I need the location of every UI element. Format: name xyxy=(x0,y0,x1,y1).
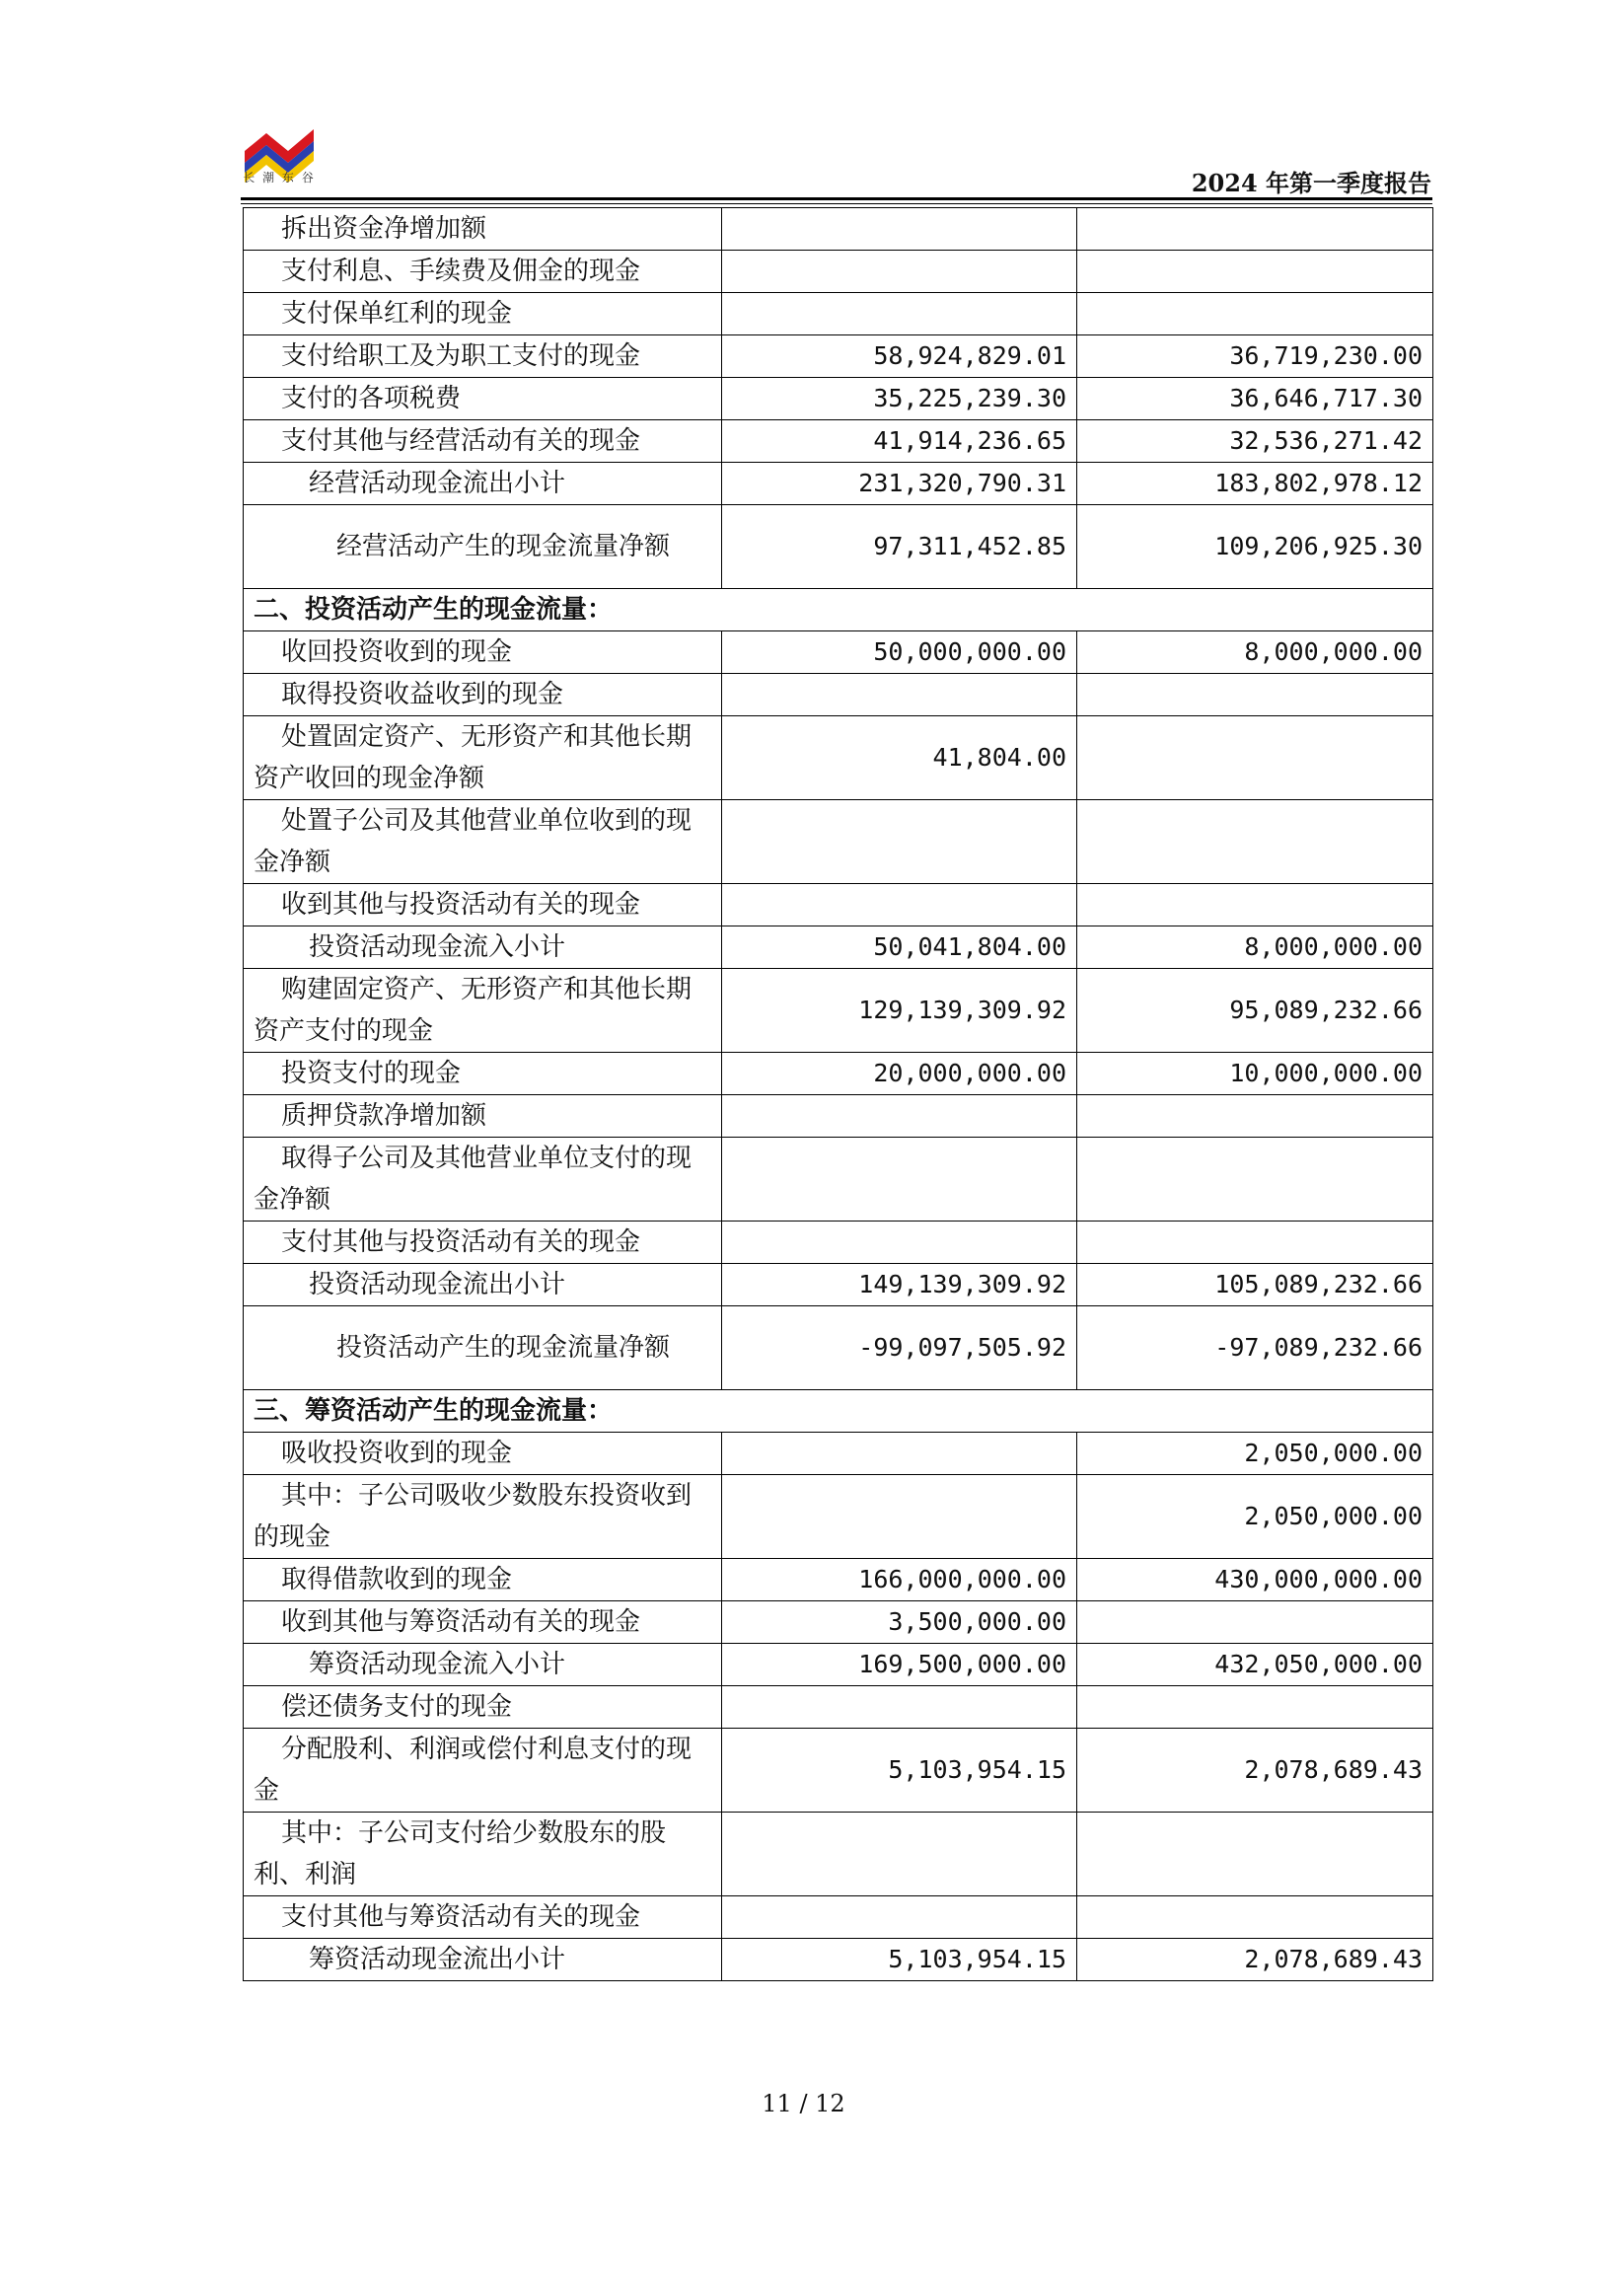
row-label: 收回投资收到的现金 xyxy=(244,631,722,674)
section-title: 三、筹资活动产生的现金流量： xyxy=(244,1390,1433,1433)
current-period-value xyxy=(722,1896,1077,1939)
row-label: 收到其他与筹资活动有关的现金 xyxy=(244,1601,722,1644)
current-period-value: -99,097,505.92 xyxy=(722,1306,1077,1390)
previous-period-value xyxy=(1077,251,1433,293)
previous-period-value xyxy=(1077,800,1433,884)
row-label: 取得借款收到的现金 xyxy=(244,1559,722,1601)
table-row xyxy=(244,208,1433,251)
row-label: 取得投资收益收到的现金 xyxy=(244,674,722,716)
table-row xyxy=(244,800,1433,884)
table-row xyxy=(244,1222,1433,1264)
cash-flow-table xyxy=(243,207,1433,1981)
row-label: 拆出资金净增加额 xyxy=(244,208,722,251)
table-row xyxy=(244,1053,1433,1095)
table-row xyxy=(244,1559,1433,1601)
previous-period-value: 36,646,717.30 xyxy=(1077,378,1433,420)
row-label: 质押贷款净增加额 xyxy=(244,1095,722,1138)
current-period-value xyxy=(722,293,1077,335)
row-label: 支付的各项税费 xyxy=(244,378,722,420)
row-label: 其中：子公司吸收少数股东投资收到的现金 xyxy=(244,1475,722,1559)
table-row xyxy=(244,1601,1433,1644)
row-label: 收到其他与投资活动有关的现金 xyxy=(244,884,722,926)
current-period-value xyxy=(722,1475,1077,1559)
current-period-value xyxy=(722,208,1077,251)
previous-period-value: 2,050,000.00 xyxy=(1077,1433,1433,1475)
previous-period-value xyxy=(1077,1686,1433,1729)
previous-period-value: 109,206,925.30 xyxy=(1077,505,1433,589)
row-label: 筹资活动现金流出小计 xyxy=(244,1939,722,1981)
table-row xyxy=(244,463,1433,505)
table-row xyxy=(244,293,1433,335)
table-row xyxy=(244,1729,1433,1813)
previous-period-value xyxy=(1077,716,1433,800)
current-period-value xyxy=(722,251,1077,293)
header-rule-thin xyxy=(241,203,1432,204)
previous-period-value: 10,000,000.00 xyxy=(1077,1053,1433,1095)
table-row xyxy=(244,1813,1433,1896)
previous-period-value: 8,000,000.00 xyxy=(1077,631,1433,674)
row-label: 投资活动现金流出小计 xyxy=(244,1264,722,1306)
table-row xyxy=(244,420,1433,463)
section-header-row xyxy=(244,1390,1433,1433)
previous-period-value xyxy=(1077,1813,1433,1896)
previous-period-value: -97,089,232.66 xyxy=(1077,1306,1433,1390)
previous-period-value: 36,719,230.00 xyxy=(1077,335,1433,378)
table-row xyxy=(244,1433,1433,1475)
table-row xyxy=(244,1939,1433,1981)
table-row xyxy=(244,1686,1433,1729)
current-period-value: 41,914,236.65 xyxy=(722,420,1077,463)
previous-period-value xyxy=(1077,1222,1433,1264)
row-label: 处置固定资产、无形资产和其他长期资产收回的现金净额 xyxy=(244,716,722,800)
row-label: 其中：子公司支付给少数股东的股利、利润 xyxy=(244,1813,722,1896)
previous-period-value: 2,050,000.00 xyxy=(1077,1475,1433,1559)
current-period-value: 5,103,954.15 xyxy=(722,1729,1077,1813)
row-label: 支付其他与经营活动有关的现金 xyxy=(244,420,722,463)
previous-period-value: 105,089,232.66 xyxy=(1077,1264,1433,1306)
current-period-value: 41,804.00 xyxy=(722,716,1077,800)
current-period-value: 58,924,829.01 xyxy=(722,335,1077,378)
previous-period-value xyxy=(1077,884,1433,926)
header-rule xyxy=(241,197,1432,200)
row-label: 购建固定资产、无形资产和其他长期资产支付的现金 xyxy=(244,969,722,1053)
row-label: 投资活动现金流入小计 xyxy=(244,926,722,969)
row-label: 支付给职工及为职工支付的现金 xyxy=(244,335,722,378)
page-number: 11 / 12 xyxy=(762,2090,845,2117)
previous-period-value: 430,000,000.00 xyxy=(1077,1559,1433,1601)
current-period-value: 149,139,309.92 xyxy=(722,1264,1077,1306)
current-period-value: 166,000,000.00 xyxy=(722,1559,1077,1601)
report-title: 2024 年第一季度报告 xyxy=(1191,169,1431,197)
table-row xyxy=(244,378,1433,420)
table-row xyxy=(244,969,1433,1053)
current-period-value xyxy=(722,1813,1077,1896)
row-label: 支付其他与投资活动有关的现金 xyxy=(244,1222,722,1264)
section-header-row xyxy=(244,589,1433,631)
row-label: 支付利息、手续费及佣金的现金 xyxy=(244,251,722,293)
logo-text: 长 潮 东 谷 xyxy=(243,171,316,185)
table-row xyxy=(244,674,1433,716)
row-label: 投资活动产生的现金流量净额 xyxy=(244,1306,722,1390)
previous-period-value xyxy=(1077,1601,1433,1644)
row-label: 筹资活动现金流入小计 xyxy=(244,1644,722,1686)
table-row xyxy=(244,926,1433,969)
current-period-value: 50,041,804.00 xyxy=(722,926,1077,969)
current-period-value xyxy=(722,1095,1077,1138)
previous-period-value: 8,000,000.00 xyxy=(1077,926,1433,969)
previous-period-value xyxy=(1077,674,1433,716)
current-period-value: 169,500,000.00 xyxy=(722,1644,1077,1686)
row-label: 支付保单红利的现金 xyxy=(244,293,722,335)
section-title: 二、投资活动产生的现金流量： xyxy=(244,589,1433,631)
table-row xyxy=(244,505,1433,589)
table-row xyxy=(244,251,1433,293)
previous-period-value: 2,078,689.43 xyxy=(1077,1729,1433,1813)
row-label: 取得子公司及其他营业单位支付的现金净额 xyxy=(244,1138,722,1222)
row-label: 经营活动现金流出小计 xyxy=(244,463,722,505)
row-label: 投资支付的现金 xyxy=(244,1053,722,1095)
current-period-value: 20,000,000.00 xyxy=(722,1053,1077,1095)
row-label: 吸收投资收到的现金 xyxy=(244,1433,722,1475)
current-period-value xyxy=(722,800,1077,884)
table-row xyxy=(244,1896,1433,1939)
table-row xyxy=(244,884,1433,926)
previous-period-value: 183,802,978.12 xyxy=(1077,463,1433,505)
row-label: 处置子公司及其他营业单位收到的现金净额 xyxy=(244,800,722,884)
previous-period-value: 2,078,689.43 xyxy=(1077,1939,1433,1981)
previous-period-value: 95,089,232.66 xyxy=(1077,969,1433,1053)
current-period-value xyxy=(722,674,1077,716)
table-row xyxy=(244,1095,1433,1138)
previous-period-value xyxy=(1077,1095,1433,1138)
table-row xyxy=(244,716,1433,800)
current-period-value: 129,139,309.92 xyxy=(722,969,1077,1053)
table-row xyxy=(244,631,1433,674)
table-row xyxy=(244,335,1433,378)
current-period-value: 3,500,000.00 xyxy=(722,1601,1077,1644)
current-period-value: 35,225,239.30 xyxy=(722,378,1077,420)
current-period-value xyxy=(722,1222,1077,1264)
previous-period-value xyxy=(1077,1896,1433,1939)
table-row xyxy=(244,1644,1433,1686)
cash-flow-table-body xyxy=(244,208,1433,1981)
row-label: 分配股利、利润或偿付利息支付的现金 xyxy=(244,1729,722,1813)
current-period-value xyxy=(722,1686,1077,1729)
current-period-value xyxy=(722,1138,1077,1222)
previous-period-value xyxy=(1077,1138,1433,1222)
current-period-value: 5,103,954.15 xyxy=(722,1939,1077,1981)
current-period-value xyxy=(722,884,1077,926)
row-label: 偿还债务支付的现金 xyxy=(244,1686,722,1729)
previous-period-value xyxy=(1077,293,1433,335)
current-period-value: 97,311,452.85 xyxy=(722,505,1077,589)
current-period-value xyxy=(722,1433,1077,1475)
current-period-value: 50,000,000.00 xyxy=(722,631,1077,674)
row-label: 经营活动产生的现金流量净额 xyxy=(244,505,722,589)
table-row xyxy=(244,1475,1433,1559)
previous-period-value: 432,050,000.00 xyxy=(1077,1644,1433,1686)
table-row xyxy=(244,1306,1433,1390)
current-period-value: 231,320,790.31 xyxy=(722,463,1077,505)
table-row xyxy=(244,1138,1433,1222)
row-label: 支付其他与筹资活动有关的现金 xyxy=(244,1896,722,1939)
previous-period-value: 32,536,271.42 xyxy=(1077,420,1433,463)
previous-period-value xyxy=(1077,208,1433,251)
table-row xyxy=(244,1264,1433,1306)
